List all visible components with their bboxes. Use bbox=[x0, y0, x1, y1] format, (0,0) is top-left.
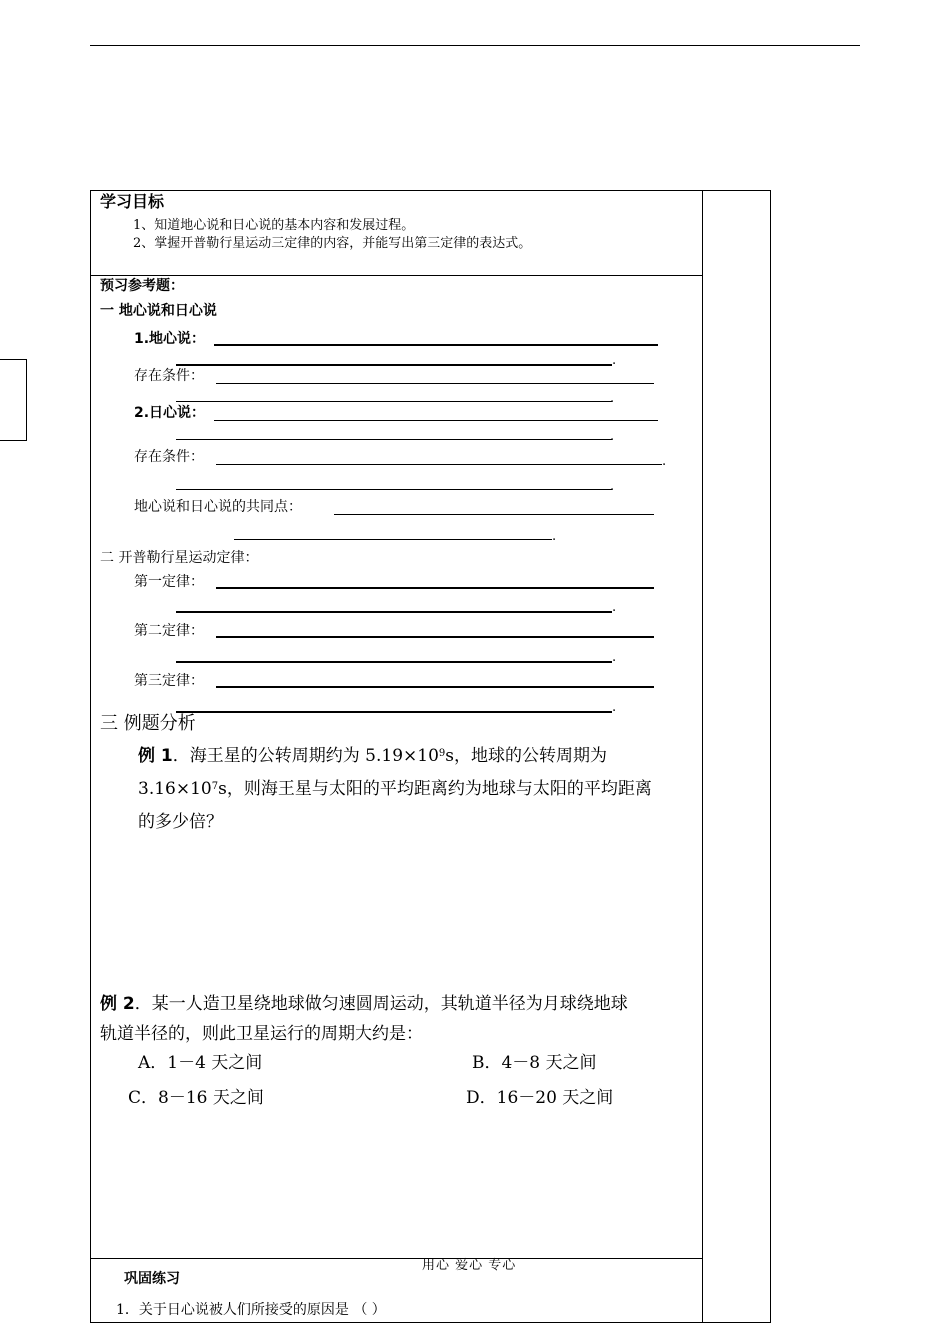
heliocentric-label: 2.日心说： bbox=[134, 405, 206, 421]
period: . bbox=[610, 479, 615, 494]
option-d[interactable]: D．16－20 天之间 bbox=[466, 1088, 614, 1108]
law1-label: 第一定律： bbox=[134, 574, 204, 590]
condition2-blank-1[interactable] bbox=[216, 464, 662, 465]
header-rule bbox=[90, 45, 860, 46]
table-divider-column bbox=[702, 190, 703, 1323]
objective-item-2: 2、掌握开普勒行星运动三定律的内容，并能写出第三定律的表达式。 bbox=[133, 236, 532, 251]
example2-line2: 轨道半径的，则此卫星运行的周期大约是： bbox=[100, 1024, 423, 1044]
condition-blank-2[interactable] bbox=[176, 401, 612, 402]
objectives-heading: 学习目标 bbox=[100, 192, 165, 211]
period: . bbox=[610, 391, 615, 406]
example2-label: 例 2 bbox=[100, 994, 135, 1014]
condition-label: 存在条件： bbox=[134, 368, 204, 384]
heliocentric-blank-1[interactable] bbox=[214, 420, 658, 421]
table-right-border bbox=[770, 190, 771, 1323]
section2-title: 二 开普勒行星运动定律： bbox=[100, 550, 259, 566]
example1-line3: 的多少倍？ bbox=[138, 812, 223, 832]
page-footer: 用心 爱心 专心 bbox=[422, 1258, 517, 1273]
examples-title: 三 例题分析 bbox=[100, 713, 196, 734]
option-a[interactable]: A．1－4 天之间 bbox=[138, 1053, 263, 1073]
common-point-blank-2[interactable] bbox=[234, 539, 552, 540]
objectives-row-border bbox=[90, 275, 702, 276]
practice-row-border bbox=[90, 1258, 702, 1259]
margin-bracket bbox=[0, 359, 27, 441]
period: . bbox=[610, 429, 615, 444]
period: . bbox=[662, 454, 667, 469]
period: . bbox=[612, 600, 617, 615]
condition-blank-1[interactable] bbox=[216, 383, 654, 384]
law3-label: 第三定律： bbox=[134, 673, 204, 689]
period: . bbox=[612, 353, 617, 368]
law1-blank-2[interactable] bbox=[176, 611, 612, 613]
condition2-blank-2[interactable] bbox=[176, 489, 612, 490]
law2-blank-2[interactable] bbox=[176, 661, 612, 663]
heliocentric-blank-2[interactable] bbox=[176, 439, 612, 440]
law1-blank-1[interactable] bbox=[216, 587, 654, 589]
geocentric-blank-1[interactable] bbox=[214, 344, 658, 346]
example1-line1: 例 1．海王星的公转周期约为 $5.19\times 10^9s$，地球的公转周期为 bbox=[138, 746, 607, 766]
condition2-label: 存在条件： bbox=[134, 449, 204, 465]
common-point-label: 地心说和日心说的共同点： bbox=[134, 499, 302, 515]
geocentric-label: 1.地心说： bbox=[134, 331, 206, 347]
table-bottom-border bbox=[90, 1322, 771, 1323]
period: . bbox=[612, 700, 617, 715]
practice-question-1: 1．关于日心说被人们所接受的原因是 （ ） bbox=[116, 1302, 386, 1318]
example1-line2: $3.16\times 10^7s$，则海王星与太阳的平均距离约为地球与太阳的平均距离 bbox=[138, 779, 652, 799]
geocentric-blank-2[interactable] bbox=[176, 364, 612, 366]
preview-heading: 预习参考题： bbox=[100, 278, 184, 294]
law3-blank-1[interactable] bbox=[216, 686, 654, 688]
example2-line1: 例 2．某一人造卫星绕地球做匀速圆周运动，其轨道半径为月球绕地球 bbox=[100, 994, 628, 1014]
example1-label: 例 1 bbox=[138, 746, 173, 766]
common-point-blank-1[interactable] bbox=[334, 514, 654, 515]
objective-item-1: 1、知道地心说和日心说的基本内容和发展过程。 bbox=[133, 218, 415, 233]
law2-blank-1[interactable] bbox=[216, 636, 654, 638]
period: . bbox=[612, 650, 617, 665]
option-c[interactable]: C．8－16 天之间 bbox=[128, 1088, 264, 1108]
law3-blank-2[interactable] bbox=[176, 711, 612, 713]
period: . bbox=[552, 529, 557, 544]
law2-label: 第二定律： bbox=[134, 623, 204, 639]
table-top-border bbox=[90, 190, 771, 191]
table-left-border bbox=[90, 190, 91, 1323]
section1-title: 一 地心说和日心说 bbox=[100, 303, 217, 319]
practice-title: 巩固练习 bbox=[124, 1271, 180, 1287]
option-b[interactable]: B．4－8 天之间 bbox=[472, 1053, 597, 1073]
